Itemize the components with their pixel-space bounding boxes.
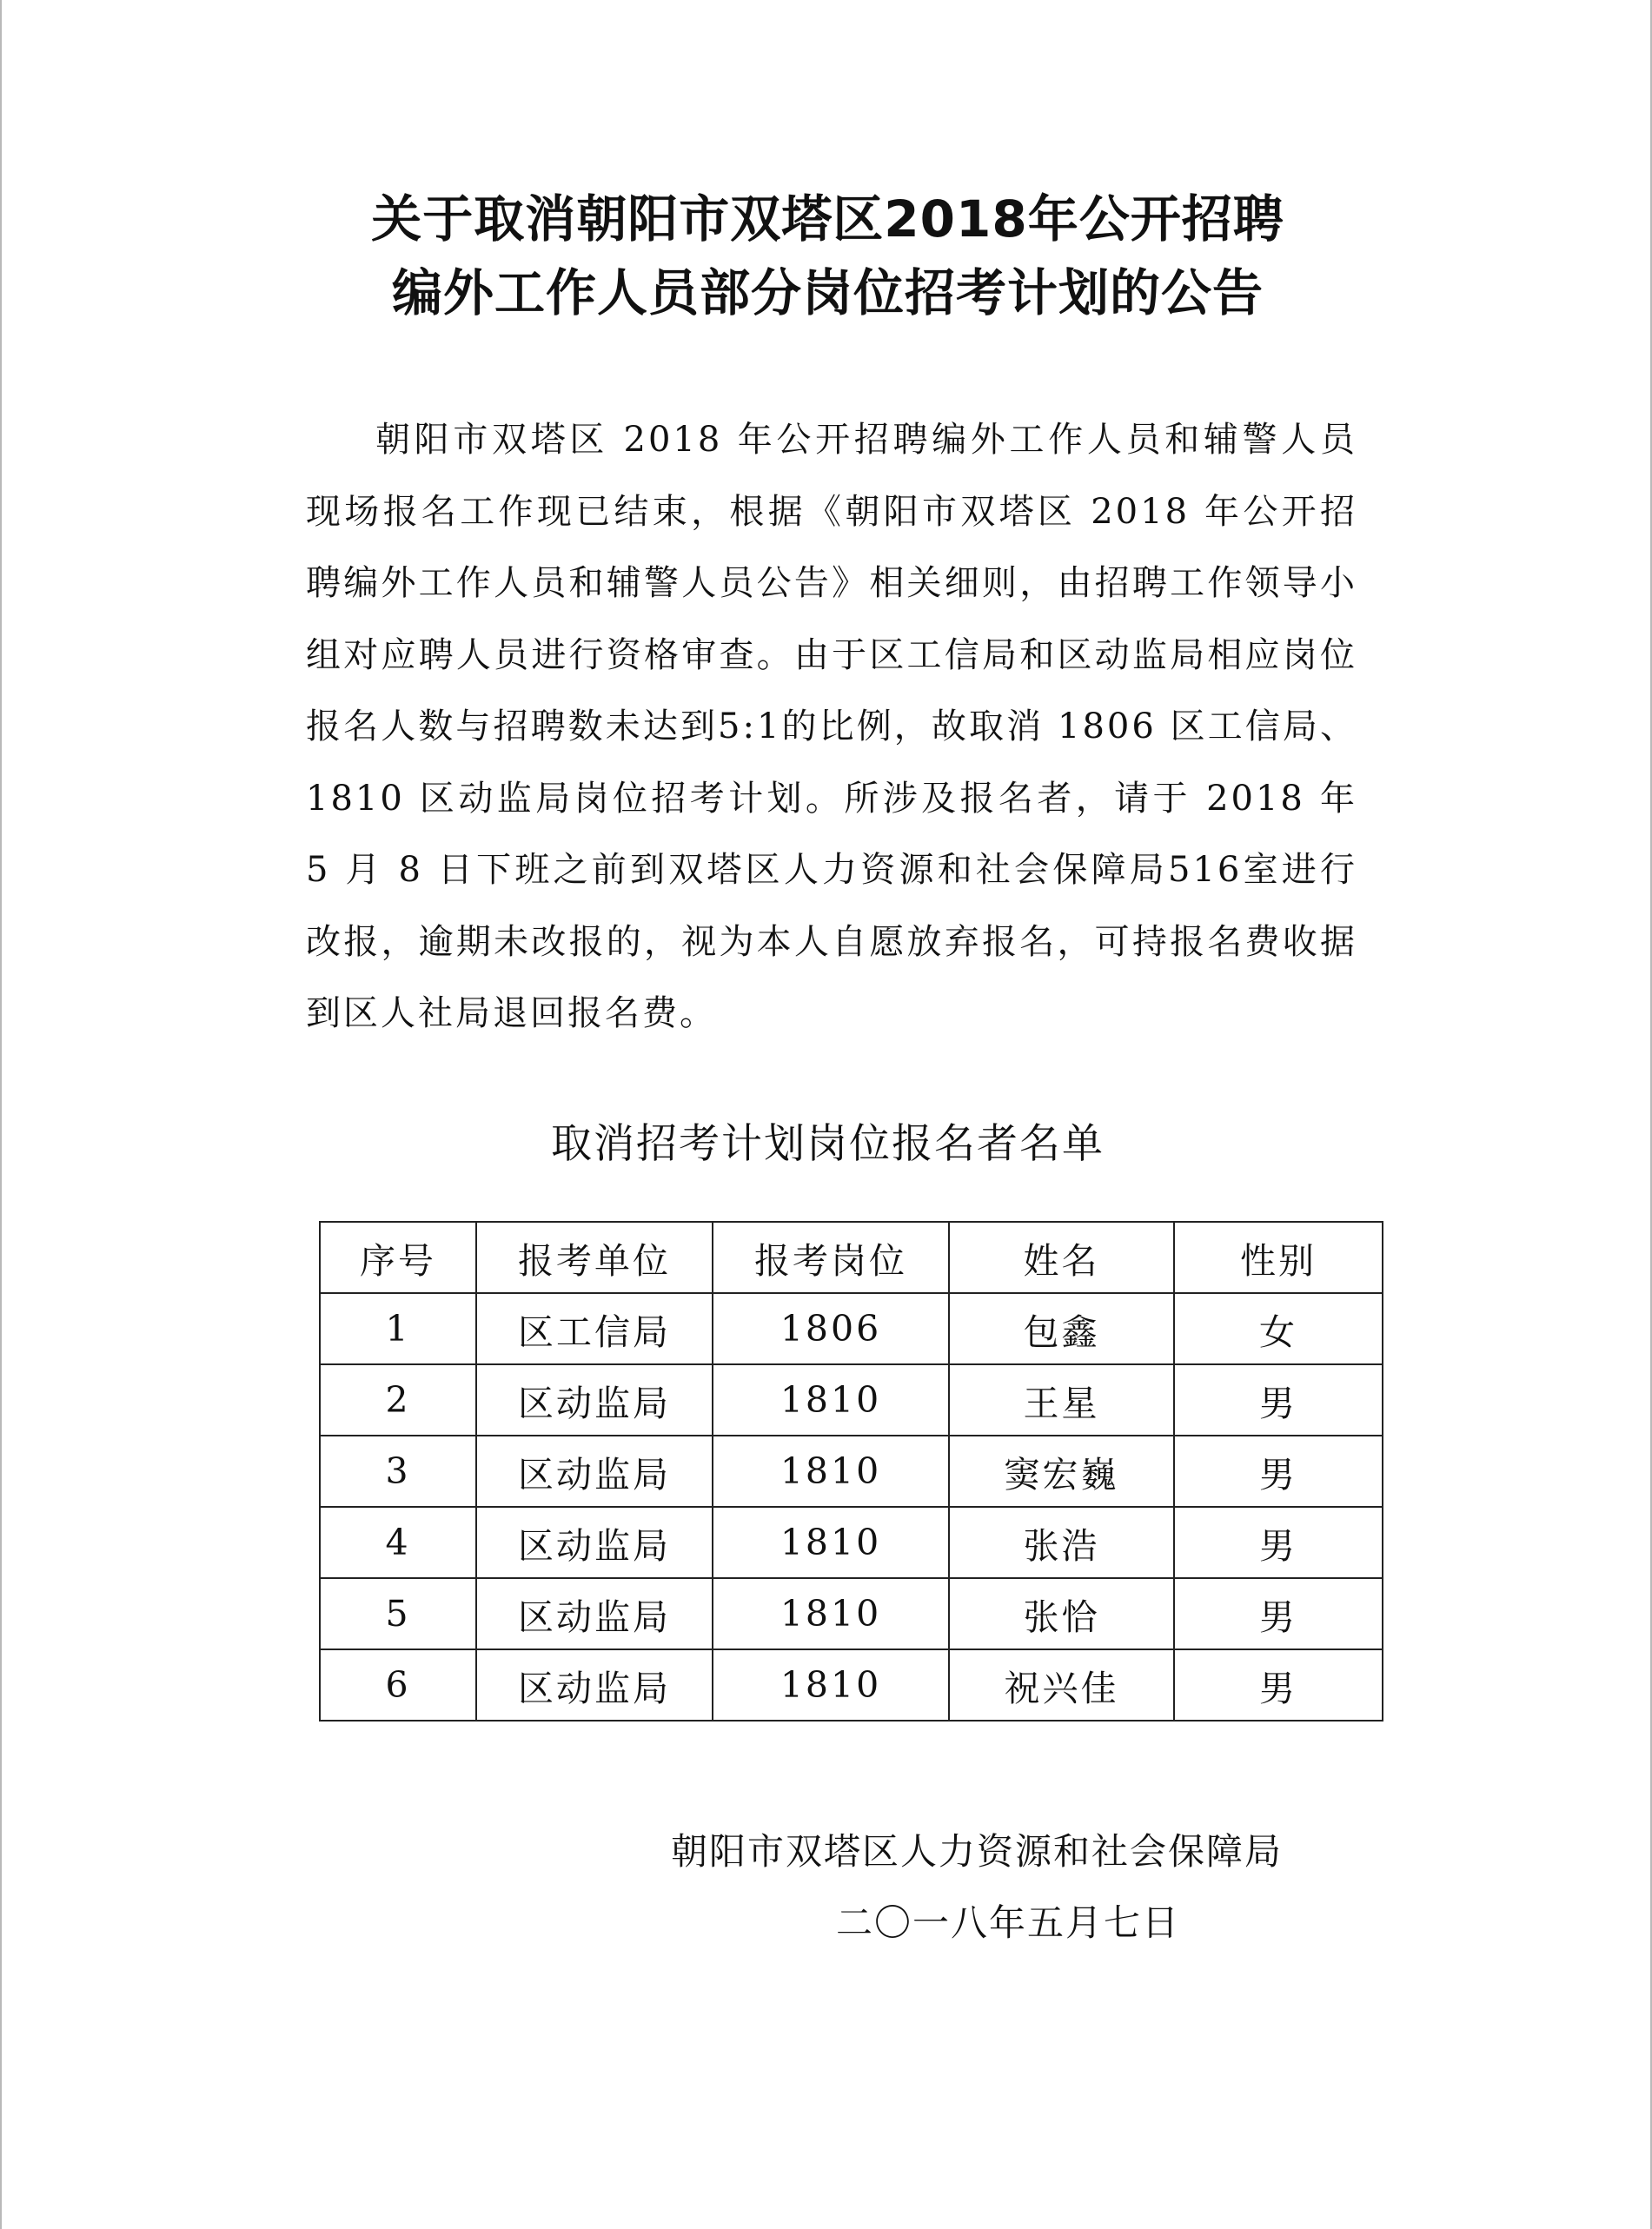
- cell-name: 祝兴佳: [949, 1649, 1174, 1721]
- cell-name: 窦宏巍: [949, 1436, 1174, 1507]
- cell-index: 4: [320, 1507, 476, 1578]
- cell-index: 6: [320, 1649, 476, 1721]
- cell-gender: 男: [1174, 1507, 1383, 1578]
- cell-name: 王星: [949, 1364, 1174, 1436]
- cell-unit: 区动监局: [476, 1436, 713, 1507]
- cell-position: 1810: [713, 1649, 949, 1721]
- header-position: 报考岗位: [713, 1222, 949, 1293]
- title-line-2: 编外工作人员部分岗位招考计划的公告: [391, 263, 1264, 322]
- table-row: [320, 1364, 1383, 1436]
- cell-gender: 男: [1174, 1364, 1383, 1436]
- signature-block: [671, 1816, 1283, 1959]
- cell-name: 包鑫: [949, 1293, 1174, 1364]
- announcement-title: [2, 182, 1652, 330]
- cell-index: 1: [320, 1293, 476, 1364]
- cell-gender: 男: [1174, 1578, 1383, 1649]
- cell-unit: 区动监局: [476, 1578, 713, 1649]
- title-line-1: 关于取消朝阳市双塔区2018年公开招聘: [371, 189, 1284, 249]
- cell-unit: 区工信局: [476, 1293, 713, 1364]
- table-header-row: [320, 1222, 1383, 1293]
- header-gender: 性别: [1174, 1222, 1383, 1293]
- cell-unit: 区动监局: [476, 1364, 713, 1436]
- table-row: [320, 1293, 1383, 1364]
- header-unit: 报考单位: [476, 1222, 713, 1293]
- table-row: [320, 1436, 1383, 1507]
- cell-position: 1810: [713, 1364, 949, 1436]
- applicant-table: [319, 1221, 1383, 1722]
- cell-gender: 男: [1174, 1436, 1383, 1507]
- cell-name: 张浩: [949, 1507, 1174, 1578]
- cell-index: 3: [320, 1436, 476, 1507]
- cell-unit: 区动监局: [476, 1649, 713, 1721]
- cell-position: 1810: [713, 1578, 949, 1649]
- issuing-organization: 朝阳市双塔区人力资源和社会保障局: [671, 1830, 1284, 1873]
- cell-gender: 男: [1174, 1649, 1383, 1721]
- header-index: 序号: [320, 1222, 476, 1293]
- cell-position: 1810: [713, 1436, 949, 1507]
- cell-unit: 区动监局: [476, 1507, 713, 1578]
- cell-gender: 女: [1174, 1293, 1383, 1364]
- announcement-body: 朝阳市双塔区 2018 年公开招聘编外工作人员和辅警人员现场报名工作现已结束，根据《朝阳市双塔区 2018 年公开招聘编外工作人员和辅警人员公告》相关细则，由招聘工作领导小组对应聘人员进行资格审查。由于区工信局和区动监局相应岗位报名人数与招聘数未达到5:1的比例，故取消 1806 区工信局、1810 区动监局岗位招考计划。所涉及报名者，请于 2018 年 5 月 8 日下班之前到双塔区人力资源和社会保障局516室进行改报，逾期未改报的，视为本人自愿放弃报名，可持报名费收据到区人社局退回报名费。: [306, 420, 1357, 1033]
- cell-name: 张恰: [949, 1578, 1174, 1649]
- table-row: [320, 1507, 1383, 1578]
- cell-position: 1810: [713, 1507, 949, 1578]
- cell-position: 1806: [713, 1293, 949, 1364]
- table-row: [320, 1578, 1383, 1649]
- issue-date: 二〇一八年五月七日: [836, 1901, 1181, 1944]
- table-row: [320, 1649, 1383, 1721]
- header-name: 姓名: [949, 1222, 1174, 1293]
- list-title: 取消招考计划岗位报名者名单: [551, 1120, 1105, 1168]
- cell-index: 2: [320, 1364, 476, 1436]
- cell-index: 5: [320, 1578, 476, 1649]
